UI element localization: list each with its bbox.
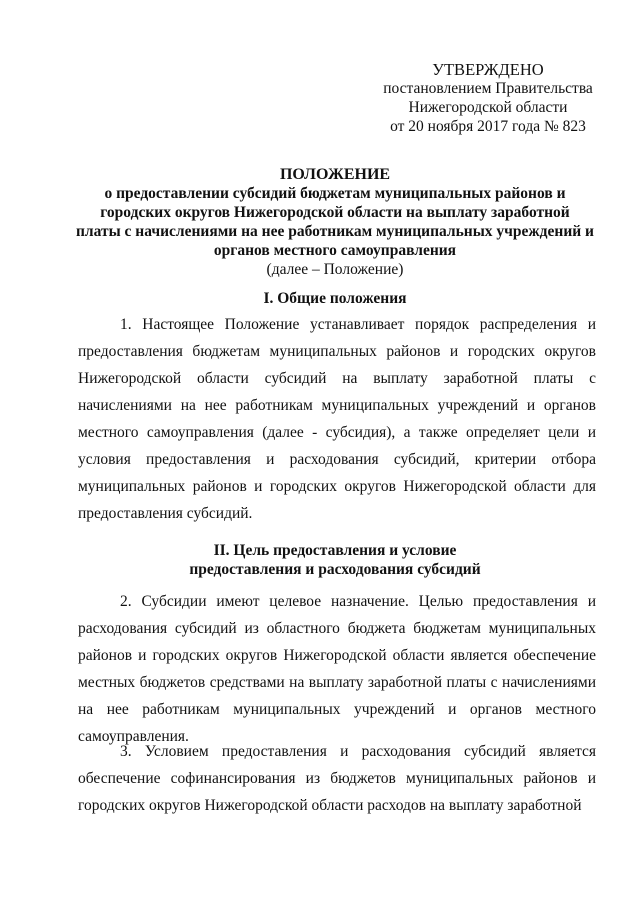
- approval-stamp: [378, 60, 598, 136]
- title-heading: ПОЛОЖЕНИЕ: [279, 166, 391, 183]
- paragraph-2: 2. Субсидии имеют целевое назначение. Целью предоставления и расходования субсидий из областного бюджета бюджетам муниципальных районов и городских округов Нижегородской области является обеспечение местных бюджетов средствами на выплату заработной платы с начислениями на нее работникам муниципальных учреждений и органов местного самоуправления.: [78, 593, 596, 745]
- approval-line: постановлением Правительства: [383, 80, 593, 97]
- title-note: (далее – Положение): [266, 261, 404, 278]
- section-heading-line: II. Цель предоставления и условие: [213, 542, 457, 559]
- section-heading-line: I. Общие положения: [263, 290, 407, 307]
- section-heading-purpose: [60, 541, 610, 579]
- title-line: о предоставлении субсидий бюджетам муниципальных районов и: [104, 185, 566, 202]
- paragraph-1: 1. Настоящее Положение устанавливает порядок распределения и предоставления бюджетам муниципальных районов и городских округов Нижегородской области субсидий на выплату заработной платы с начислениями на нее работникам муниципальных учреждений и органов местного самоуправления (далее - субсидия), а также определяет цели и условия предоставления и расходования субсидий, критерии отбора муниципальных районов и городских округов Нижегородской области для предоставления субсидий.: [78, 316, 596, 522]
- section-heading-general: [60, 289, 610, 308]
- paragraph-3: 3. Условием предоставления и расходования субсидий является обеспечение софинансирования из бюджетов муниципальных районов и городских округов Нижегородской области расходов на выплату заработной: [78, 743, 596, 814]
- title-line: органов местного самоуправления: [213, 242, 457, 259]
- section-heading-line: предоставления и расходования субсидий: [189, 561, 481, 578]
- approval-heading: УТВЕРЖДЕНО: [432, 60, 544, 79]
- title-line: городских округов Нижегородской области на выплату заработной: [100, 204, 570, 221]
- document-title: [60, 165, 610, 279]
- approval-line: Нижегородской области: [408, 99, 568, 116]
- approval-line: от 20 ноября 2017 года № 823: [390, 118, 586, 135]
- title-line: платы с начислениями на нее работникам муниципальных учреждений и: [75, 223, 594, 240]
